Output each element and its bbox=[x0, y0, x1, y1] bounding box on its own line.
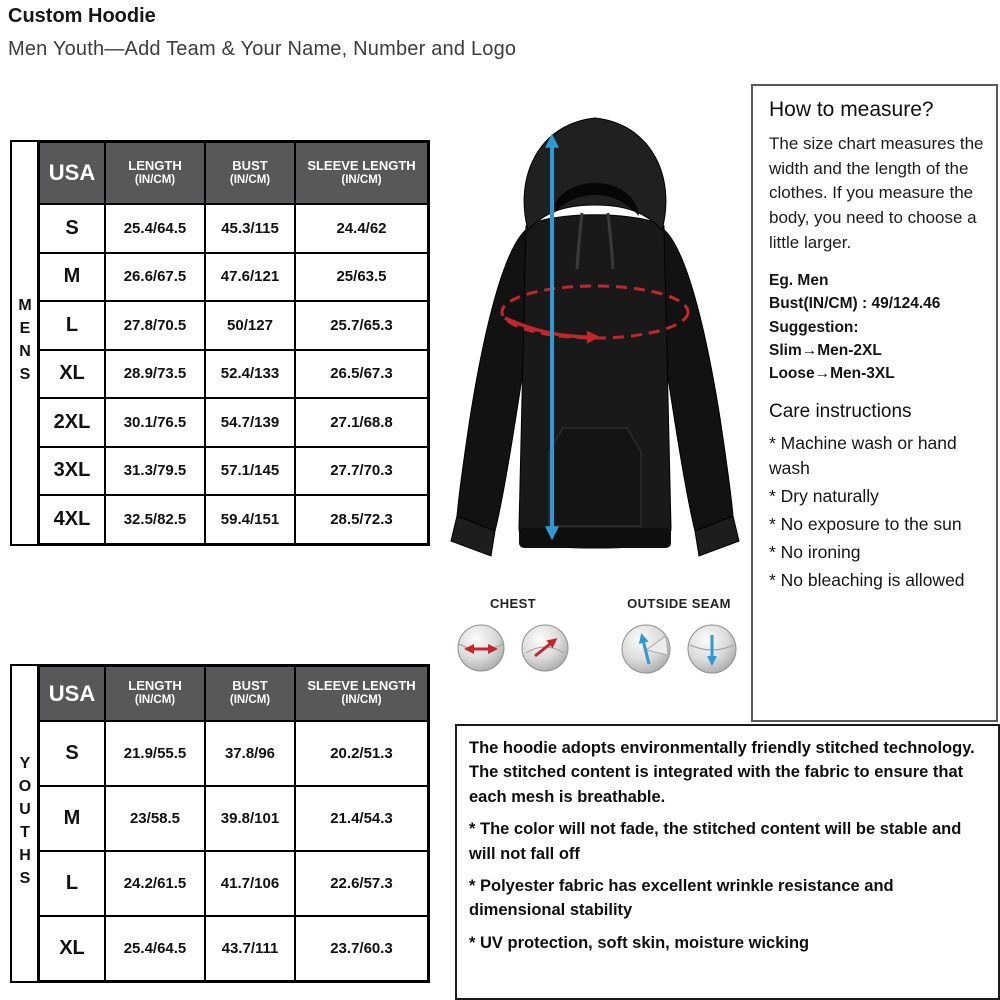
length-value: 24.2/61.5 bbox=[105, 851, 205, 916]
size-label: L bbox=[39, 301, 105, 350]
bust-value: 54.7/139 bbox=[205, 398, 295, 447]
chest-icons bbox=[456, 623, 570, 673]
bust-value: 50/127 bbox=[205, 301, 295, 350]
bust-value: 52.4/133 bbox=[205, 350, 295, 399]
care-item: * No ironing bbox=[769, 541, 861, 562]
size-label: 4XL bbox=[39, 495, 105, 544]
product-notes-intro: The hoodie adopts environmentally friendly stitched technology. The stitched content is integrated with the fabric to ensure that each mesh is breathable. bbox=[469, 739, 975, 806]
seam-direction-down-icon bbox=[686, 623, 738, 675]
youths-size-table bbox=[10, 664, 430, 983]
size-label: S bbox=[39, 204, 105, 253]
care-instructions-title: Care instructions bbox=[769, 401, 912, 423]
length-value: 23/58.5 bbox=[105, 786, 205, 851]
column-header-bust-label: BUST bbox=[232, 157, 268, 173]
column-header-sleeve-label: SLEEVE LENGTH bbox=[307, 678, 416, 694]
sleeve-value: 24.4/62 bbox=[295, 204, 428, 253]
column-header-sleeve-label: SLEEVE LENGTH bbox=[307, 157, 416, 173]
bust-value: 57.1/145 bbox=[205, 447, 295, 496]
sleeve-value: 22.6/57.3 bbox=[295, 851, 428, 916]
how-to-measure-title: How to measure? bbox=[769, 98, 934, 121]
bust-value: 43.7/111 bbox=[205, 916, 295, 981]
sleeve-value: 28.5/72.3 bbox=[295, 495, 428, 544]
fabric-stretch-diagonal-icon bbox=[520, 623, 570, 673]
column-header-length-label: LENGTH bbox=[128, 157, 182, 173]
bust-value: 45.3/115 bbox=[205, 204, 295, 253]
product-notes-box bbox=[455, 724, 1000, 1000]
page-title: Custom Hoodie bbox=[8, 5, 156, 27]
column-header-length bbox=[105, 142, 205, 204]
care-item: * Dry naturally bbox=[769, 486, 879, 507]
product-note: * The color will not fade, the stitched content will be stable and will not fall off bbox=[469, 820, 962, 863]
bust-value: 37.8/96 bbox=[205, 721, 295, 786]
product-note: * UV protection, soft skin, moisture wicking bbox=[469, 933, 810, 952]
sleeve-value: 25.7/65.3 bbox=[295, 301, 428, 350]
product-note: * Polyester fabric has excellent wrinkle resistance and dimensional stability bbox=[469, 877, 894, 920]
example-line: Slim→Men-2XL bbox=[769, 341, 882, 359]
outside-seam-diagram bbox=[606, 596, 752, 675]
size-label: 3XL bbox=[39, 447, 105, 496]
hoodie-hood bbox=[524, 118, 666, 230]
length-value: 28.9/73.5 bbox=[105, 350, 205, 399]
size-label: M bbox=[39, 786, 105, 851]
size-label: 2XL bbox=[39, 398, 105, 447]
column-header-usa: USA bbox=[39, 666, 105, 721]
length-value: 26.6/67.5 bbox=[105, 253, 205, 302]
outside-seam-label: OUTSIDE SEAM bbox=[627, 596, 731, 611]
bust-value: 59.4/151 bbox=[205, 495, 295, 544]
length-value: 27.8/70.5 bbox=[105, 301, 205, 350]
hoodie-pocket bbox=[549, 428, 641, 526]
column-header-usa: USA bbox=[39, 142, 105, 204]
mens-size-grid bbox=[39, 142, 428, 544]
size-label: XL bbox=[39, 916, 105, 981]
column-header-sleeve-sub: (IN/CM) bbox=[341, 694, 382, 707]
column-header-bust bbox=[205, 666, 295, 721]
column-header-sleeve-sub: (IN/CM) bbox=[341, 173, 382, 186]
youths-group-label: YOUTHS bbox=[12, 666, 39, 981]
hoodie-product-image bbox=[430, 86, 760, 601]
care-item: * No bleaching is allowed bbox=[769, 569, 965, 590]
size-label: S bbox=[39, 721, 105, 786]
page-subtitle: Men Youth—Add Team & Your Name, Number and Logo bbox=[8, 38, 517, 60]
care-item: * Machine wash or hand wash bbox=[769, 433, 957, 479]
seam-direction-up-icon bbox=[620, 623, 672, 675]
fabric-stretch-horizontal-icon bbox=[456, 623, 506, 673]
sleeve-value: 25/63.5 bbox=[295, 253, 428, 302]
mens-group-label: MENS bbox=[12, 142, 39, 544]
mens-size-table bbox=[10, 140, 430, 546]
length-value: 25.4/64.5 bbox=[105, 916, 205, 981]
example-line: Eg. Men bbox=[769, 272, 829, 290]
column-header-sleeve bbox=[295, 666, 428, 721]
sleeve-value: 27.1/68.8 bbox=[295, 398, 428, 447]
column-header-length bbox=[105, 666, 205, 721]
sleeve-value: 27.7/70.3 bbox=[295, 447, 428, 496]
example-line: Suggestion: bbox=[769, 318, 859, 336]
column-header-length-label: LENGTH bbox=[128, 678, 182, 694]
example-line: Loose→Men-3XL bbox=[769, 365, 895, 383]
how-to-measure-body: The size chart measures the width and the length of the clothes. If you measure the body, you need to choose a little larger. bbox=[769, 134, 984, 252]
sleeve-value: 21.4/54.3 bbox=[295, 786, 428, 851]
length-value: 25.4/64.5 bbox=[105, 204, 205, 253]
how-to-measure-panel bbox=[751, 84, 998, 722]
care-item: * No exposure to the sun bbox=[769, 513, 962, 534]
column-header-sleeve bbox=[295, 142, 428, 204]
sizing-example bbox=[769, 269, 986, 385]
sleeve-value: 26.5/67.3 bbox=[295, 350, 428, 399]
length-value: 21.9/55.5 bbox=[105, 721, 205, 786]
chest-label: CHEST bbox=[489, 596, 537, 611]
column-header-bust-sub: (IN/CM) bbox=[229, 694, 271, 707]
bust-value: 39.8/101 bbox=[205, 786, 295, 851]
column-header-length-sub: (IN/CM) bbox=[134, 694, 176, 707]
outside-seam-icons bbox=[620, 623, 738, 675]
bust-value: 41.7/106 bbox=[205, 851, 295, 916]
column-header-bust-label: BUST bbox=[232, 678, 268, 694]
column-header-bust bbox=[205, 142, 295, 204]
size-label: M bbox=[39, 253, 105, 302]
size-label: XL bbox=[39, 350, 105, 399]
column-header-length-sub: (IN/CM) bbox=[134, 173, 176, 186]
size-label: L bbox=[39, 851, 105, 916]
sleeve-value: 20.2/51.3 bbox=[295, 721, 428, 786]
column-header-bust-sub: (IN/CM) bbox=[229, 173, 271, 186]
sleeve-value: 23.7/60.3 bbox=[295, 916, 428, 981]
chest-diagram bbox=[447, 596, 579, 673]
example-line: Bust(IN/CM) : 49/124.46 bbox=[769, 295, 941, 313]
youths-size-grid bbox=[39, 666, 428, 981]
length-value: 30.1/76.5 bbox=[105, 398, 205, 447]
length-value: 31.3/79.5 bbox=[105, 447, 205, 496]
length-value: 32.5/82.5 bbox=[105, 495, 205, 544]
hoodie-hem bbox=[519, 528, 671, 548]
bust-value: 47.6/121 bbox=[205, 253, 295, 302]
